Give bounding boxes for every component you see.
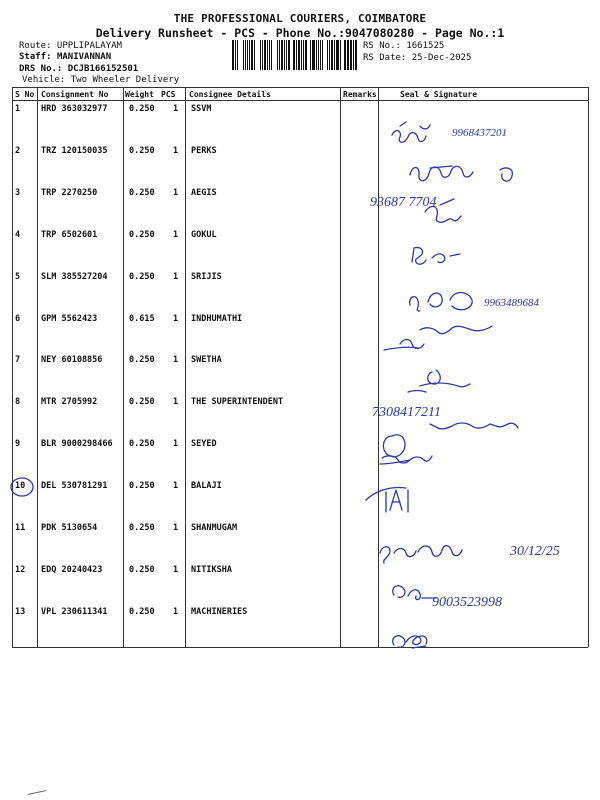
cell-weight: 0.250 <box>129 230 155 240</box>
cell-consignment: GPM 5562423 <box>41 314 98 324</box>
circled-row-10-marker <box>11 478 33 496</box>
cell-weight: 0.250 <box>129 523 155 533</box>
runsheet-title: Delivery Runsheet - PCS - Phone No.:9047080280 - Page No.:1 <box>95 26 505 40</box>
cell-weight: 0.250 <box>129 188 155 198</box>
header-sno: S No <box>15 90 35 99</box>
cell-consignee: BALAJI <box>191 481 222 491</box>
signature-row-12 <box>393 586 436 600</box>
cell-weight: 0.250 <box>129 355 155 365</box>
cell-consignment: HRD 363032977 <box>41 104 108 114</box>
cell-weight: 0.250 <box>129 439 155 449</box>
cell-pcs: 1 <box>173 439 179 449</box>
cell-consignment: PDK 5130654 <box>41 523 98 533</box>
header-pcs: PCS <box>161 90 176 99</box>
staff-label: Staff: <box>19 52 52 62</box>
rs-date: RS Date: 25-Dec-2025 <box>363 53 472 63</box>
handwritten-phone-row-3: 93687 7704 <box>370 195 437 210</box>
cell-consignee: PERKS <box>191 146 217 156</box>
handwritten-date-row-12: 30/12/25 <box>510 544 560 559</box>
cell-sno: 9 <box>15 439 21 449</box>
cell-consignment: MTR 2705992 <box>41 397 98 407</box>
staff-value: MANIVANNAN <box>56 52 112 62</box>
signature-row-10 <box>366 488 408 513</box>
cell-consignee: SWETHA <box>191 355 222 365</box>
cell-pcs: 1 <box>173 272 179 282</box>
cell-consignment: TRP 6502601 <box>41 230 98 240</box>
cell-pcs: 1 <box>173 104 179 114</box>
signature-row-8-circle <box>383 435 405 457</box>
cell-sno: 11 <box>15 523 26 533</box>
cell-consignment: TRZ 120150035 <box>41 146 108 156</box>
route-label: Route: UPPLIPALAYAM <box>19 41 122 51</box>
cell-pcs: 1 <box>173 230 179 240</box>
cell-weight: 0.250 <box>129 272 155 282</box>
cell-pcs: 1 <box>173 314 179 324</box>
cell-consignee: GOKUL <box>191 230 217 240</box>
cell-pcs: 1 <box>173 397 179 407</box>
signature-row-2 <box>410 166 512 181</box>
signature-row-5 <box>410 293 473 312</box>
rs-number: RS No.: 1661525 <box>363 41 445 51</box>
cell-consignment: NEY 60108856 <box>41 355 103 365</box>
cell-consignee: THE SUPERINTENDENT <box>191 397 284 407</box>
cell-weight: 0.615 <box>129 314 155 324</box>
header-weight: Weight <box>125 90 154 99</box>
cell-sno: 1 <box>15 104 21 114</box>
vehicle-info: Vehicle: Two Wheeler Delivery <box>22 75 180 85</box>
header-signature: Seal & Signature <box>400 90 478 99</box>
cell-consignee: SHANMUGAM <box>191 523 238 533</box>
cell-weight: 0.250 <box>129 146 155 156</box>
handwritten-phone-row-1: 9968437201 <box>452 127 507 139</box>
cell-sno: 6 <box>15 314 21 324</box>
signature-row-11 <box>380 546 462 563</box>
signature-row-13 <box>393 636 427 648</box>
signature-row-7 <box>408 370 470 392</box>
cell-sno: 10 <box>15 481 26 491</box>
cell-pcs: 1 <box>173 355 179 365</box>
signature-row-1 <box>392 122 430 142</box>
drs-number: DRS No.: DCJB166152501 <box>19 64 139 74</box>
cell-pcs: 1 <box>173 481 179 491</box>
cell-pcs: 1 <box>173 146 179 156</box>
cell-weight: 0.250 <box>129 481 155 491</box>
cell-consignee: AEGIS <box>191 188 217 198</box>
cell-consignment: SLM 385527204 <box>41 272 108 282</box>
signature-row-8 <box>430 423 518 429</box>
cell-sno: 4 <box>15 230 21 240</box>
cell-consignment: DEL 530781291 <box>41 481 108 491</box>
cell-consignee: SSVM <box>191 104 212 114</box>
cell-sno: 8 <box>15 397 21 407</box>
cell-sno: 12 <box>15 565 26 575</box>
cell-consignment: VPL 230611341 <box>41 607 108 617</box>
cell-weight: 0.250 <box>129 104 155 114</box>
handwritten-phone-row-8: 7308417211 <box>372 405 441 420</box>
cell-sno: 13 <box>15 607 26 617</box>
cell-consignment: TRP 2270250 <box>41 188 98 198</box>
signature-row-4 <box>412 247 460 264</box>
cell-pcs: 1 <box>173 565 179 575</box>
cell-consignment: EDQ 20240423 <box>41 565 103 575</box>
cell-weight: 0.250 <box>129 565 155 575</box>
cell-pcs: 1 <box>173 188 179 198</box>
cell-pcs: 1 <box>173 523 179 533</box>
cell-weight: 0.250 <box>129 397 155 407</box>
signature-row-6 <box>384 326 492 350</box>
cell-consignee: SRIJIS <box>191 272 222 282</box>
cell-consignee: SEYED <box>191 439 217 449</box>
cell-pcs: 1 <box>173 607 179 617</box>
handwritten-phone-row-13: 9003523998 <box>432 595 502 610</box>
cell-consignee: INDHUMATHI <box>191 314 243 324</box>
cell-consignee: MACHINERIES <box>191 607 248 617</box>
signature-row-9 <box>380 456 432 464</box>
cell-weight: 0.250 <box>129 607 155 617</box>
cell-consignee: NITIKSHA <box>191 565 232 575</box>
header-consignee: Consignee Details <box>189 90 271 99</box>
header-consignment: Consignment No <box>41 90 109 99</box>
cell-sno: 2 <box>15 146 21 156</box>
cell-consignment: BLR 9000298466 <box>41 439 113 449</box>
company-title: THE PROFESSIONAL COURIERS, COIMBATORE <box>173 12 427 25</box>
cell-sno: 5 <box>15 272 21 282</box>
cell-sno: 3 <box>15 188 21 198</box>
cell-sno: 7 <box>15 355 21 365</box>
header-remarks: Remarks <box>343 90 377 99</box>
handwritten-phone-row-5: 9963489684 <box>484 297 539 309</box>
